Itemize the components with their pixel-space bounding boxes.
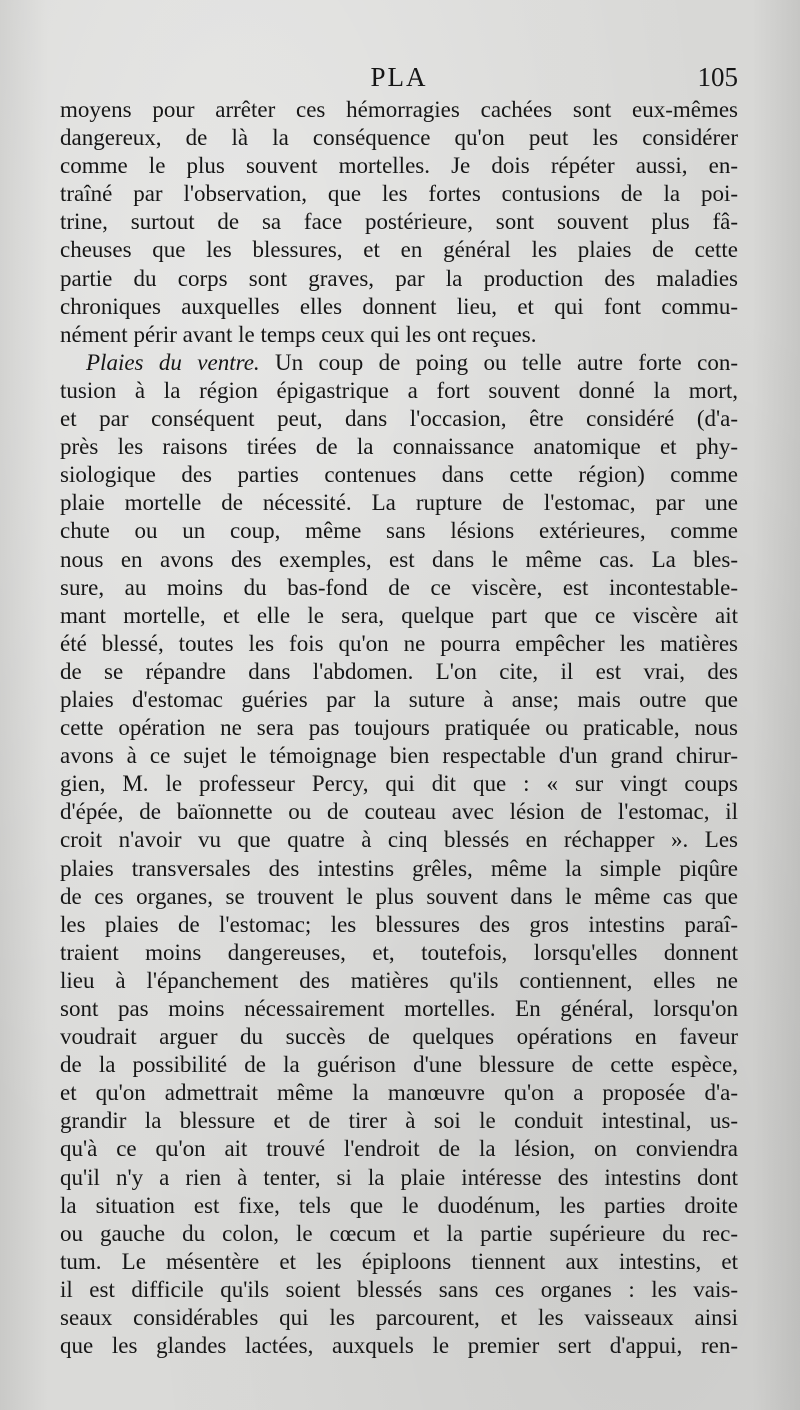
text-line: chroniques auxquelles elles donnent lieu, et qui font commu- <box>60 293 738 319</box>
text-line: été blessé, toutes les fois qu'on ne pourra empêcher les matières <box>60 630 738 656</box>
text-line: tusion à la région épigastrique a fort souvent donné la mort, <box>60 377 738 403</box>
section-heading: Plaies du ventre. <box>86 349 260 375</box>
text-line: de se répandre dans l'abdomen. L'on cite, il est vrai, des <box>60 658 738 684</box>
text-line: siologique des parties contenues dans cette région) comme <box>60 462 738 488</box>
text-line: il est difficile qu'ils soient blessés sans ces organes : les vais- <box>60 1276 738 1302</box>
text-line: de la possibilité de la guérison d'une blessure de cette espèce, <box>60 1052 738 1078</box>
text-line: nous en avons des exemples, est dans le même cas. La bles- <box>60 546 738 572</box>
text-line: plaie mortelle de nécessité. La rupture de l'estomac, par une <box>60 490 738 516</box>
text-line: que les glandes lactées, auxquels le premier sert d'appui, ren- <box>60 1333 738 1359</box>
text-line: les plaies de l'estomac; les blessures des gros intestins paraî- <box>60 911 738 937</box>
text-line: d'épée, de baïonnette ou de couteau avec lésion de l'estomac, il <box>60 799 738 825</box>
text-line: lieu à l'épanchement des matières qu'ils contiennent, elles ne <box>60 967 738 993</box>
body-text <box>60 96 738 1360</box>
section-first-line-text: Un coup de poing ou telle autre forte con- <box>259 349 738 375</box>
text-line: plaies transversales des intestins grêles, même la simple piqûre <box>60 855 738 881</box>
text-line: ou gauche du colon, le cœcum et la partie supérieure du rec- <box>60 1220 738 1246</box>
page-number: 105 <box>697 62 738 92</box>
text-line: et qu'on admettrait même la manœuvre qu'on a proposée d'a- <box>60 1080 738 1106</box>
running-title: PLA <box>370 62 428 92</box>
text-line: tum. Le mésentère et les épiploons tiennent aux intestins, et <box>60 1248 738 1274</box>
text-line: cheuses que les blessures, et en général les plaies de cette <box>60 237 738 263</box>
text-line: avons à ce sujet le témoignage bien respectable d'un grand chirur- <box>60 743 738 769</box>
text-line: mant mortelle, et elle le sera, quelque part que ce viscère ait <box>60 602 738 628</box>
text-line: sont pas moins nécessairement mortelles. En général, lorsqu'on <box>60 996 738 1021</box>
text-line: grandir la blessure et de tirer à soi le conduit intestinal, us- <box>60 1108 738 1134</box>
text-line: nément périr avant le temps ceux qui les ont reçues. <box>60 321 537 347</box>
text-line: sure, au moins du bas-fond de ce viscère, est incontestable- <box>60 574 738 600</box>
text-line: trine, surtout de sa face postérieure, sont souvent plus fâ- <box>60 209 738 235</box>
text-line: gien, M. le professeur Percy, qui dit que : « sur vingt coups <box>60 771 738 797</box>
text-line: de ces organes, se trouvent le plus souvent dans le même cas que <box>60 883 738 909</box>
text-line: comme le plus souvent mortelles. Je dois répéter aussi, en- <box>60 153 738 179</box>
text-line: croit n'avoir vu que quatre à cinq blessés en réchapper ». Les <box>60 827 738 853</box>
text-line: cette opération ne sera pas toujours pratiquée ou praticable, nous <box>60 715 738 741</box>
text-line: plaies d'estomac guéries par la suture à anse; mais outre que <box>60 686 738 712</box>
text-line: traîné par l'observation, que les fortes contusions de la poi- <box>60 181 738 207</box>
text-line: près les raisons tirées de la connaissance anatomique et phy- <box>60 434 738 460</box>
section-first-line <box>60 349 738 377</box>
text-line: seaux considérables qui les parcourent, et les vaisseaux ainsi <box>60 1305 738 1331</box>
text-line: la situation est fixe, tels que le duodénum, les parties droite <box>60 1192 738 1218</box>
text-line: partie du corps sont graves, par la production des maladies <box>60 265 738 291</box>
page-header <box>60 62 738 96</box>
text-line: dangereux, de là la conséquence qu'on peut les considérer <box>60 125 738 151</box>
text-line: chute ou un coup, même sans lésions extérieures, comme <box>60 518 738 544</box>
text-line: qu'à ce qu'on ait trouvé l'endroit de la lésion, on conviendra <box>60 1136 738 1162</box>
text-line: qu'il n'y a rien à tenter, si la plaie intéresse des intestins dont <box>60 1164 738 1190</box>
text-line: voudrait arguer du succès de quelques opérations en faveur <box>60 1024 738 1050</box>
text-line: moyens pour arrêter ces hémorragies cachées sont eux-mêmes <box>60 97 738 122</box>
text-line: traient moins dangereuses, et, toutefois, lorsqu'elles donnent <box>60 939 738 965</box>
text-line: et par conséquent peut, dans l'occasion, être considéré (d'a- <box>60 406 738 432</box>
